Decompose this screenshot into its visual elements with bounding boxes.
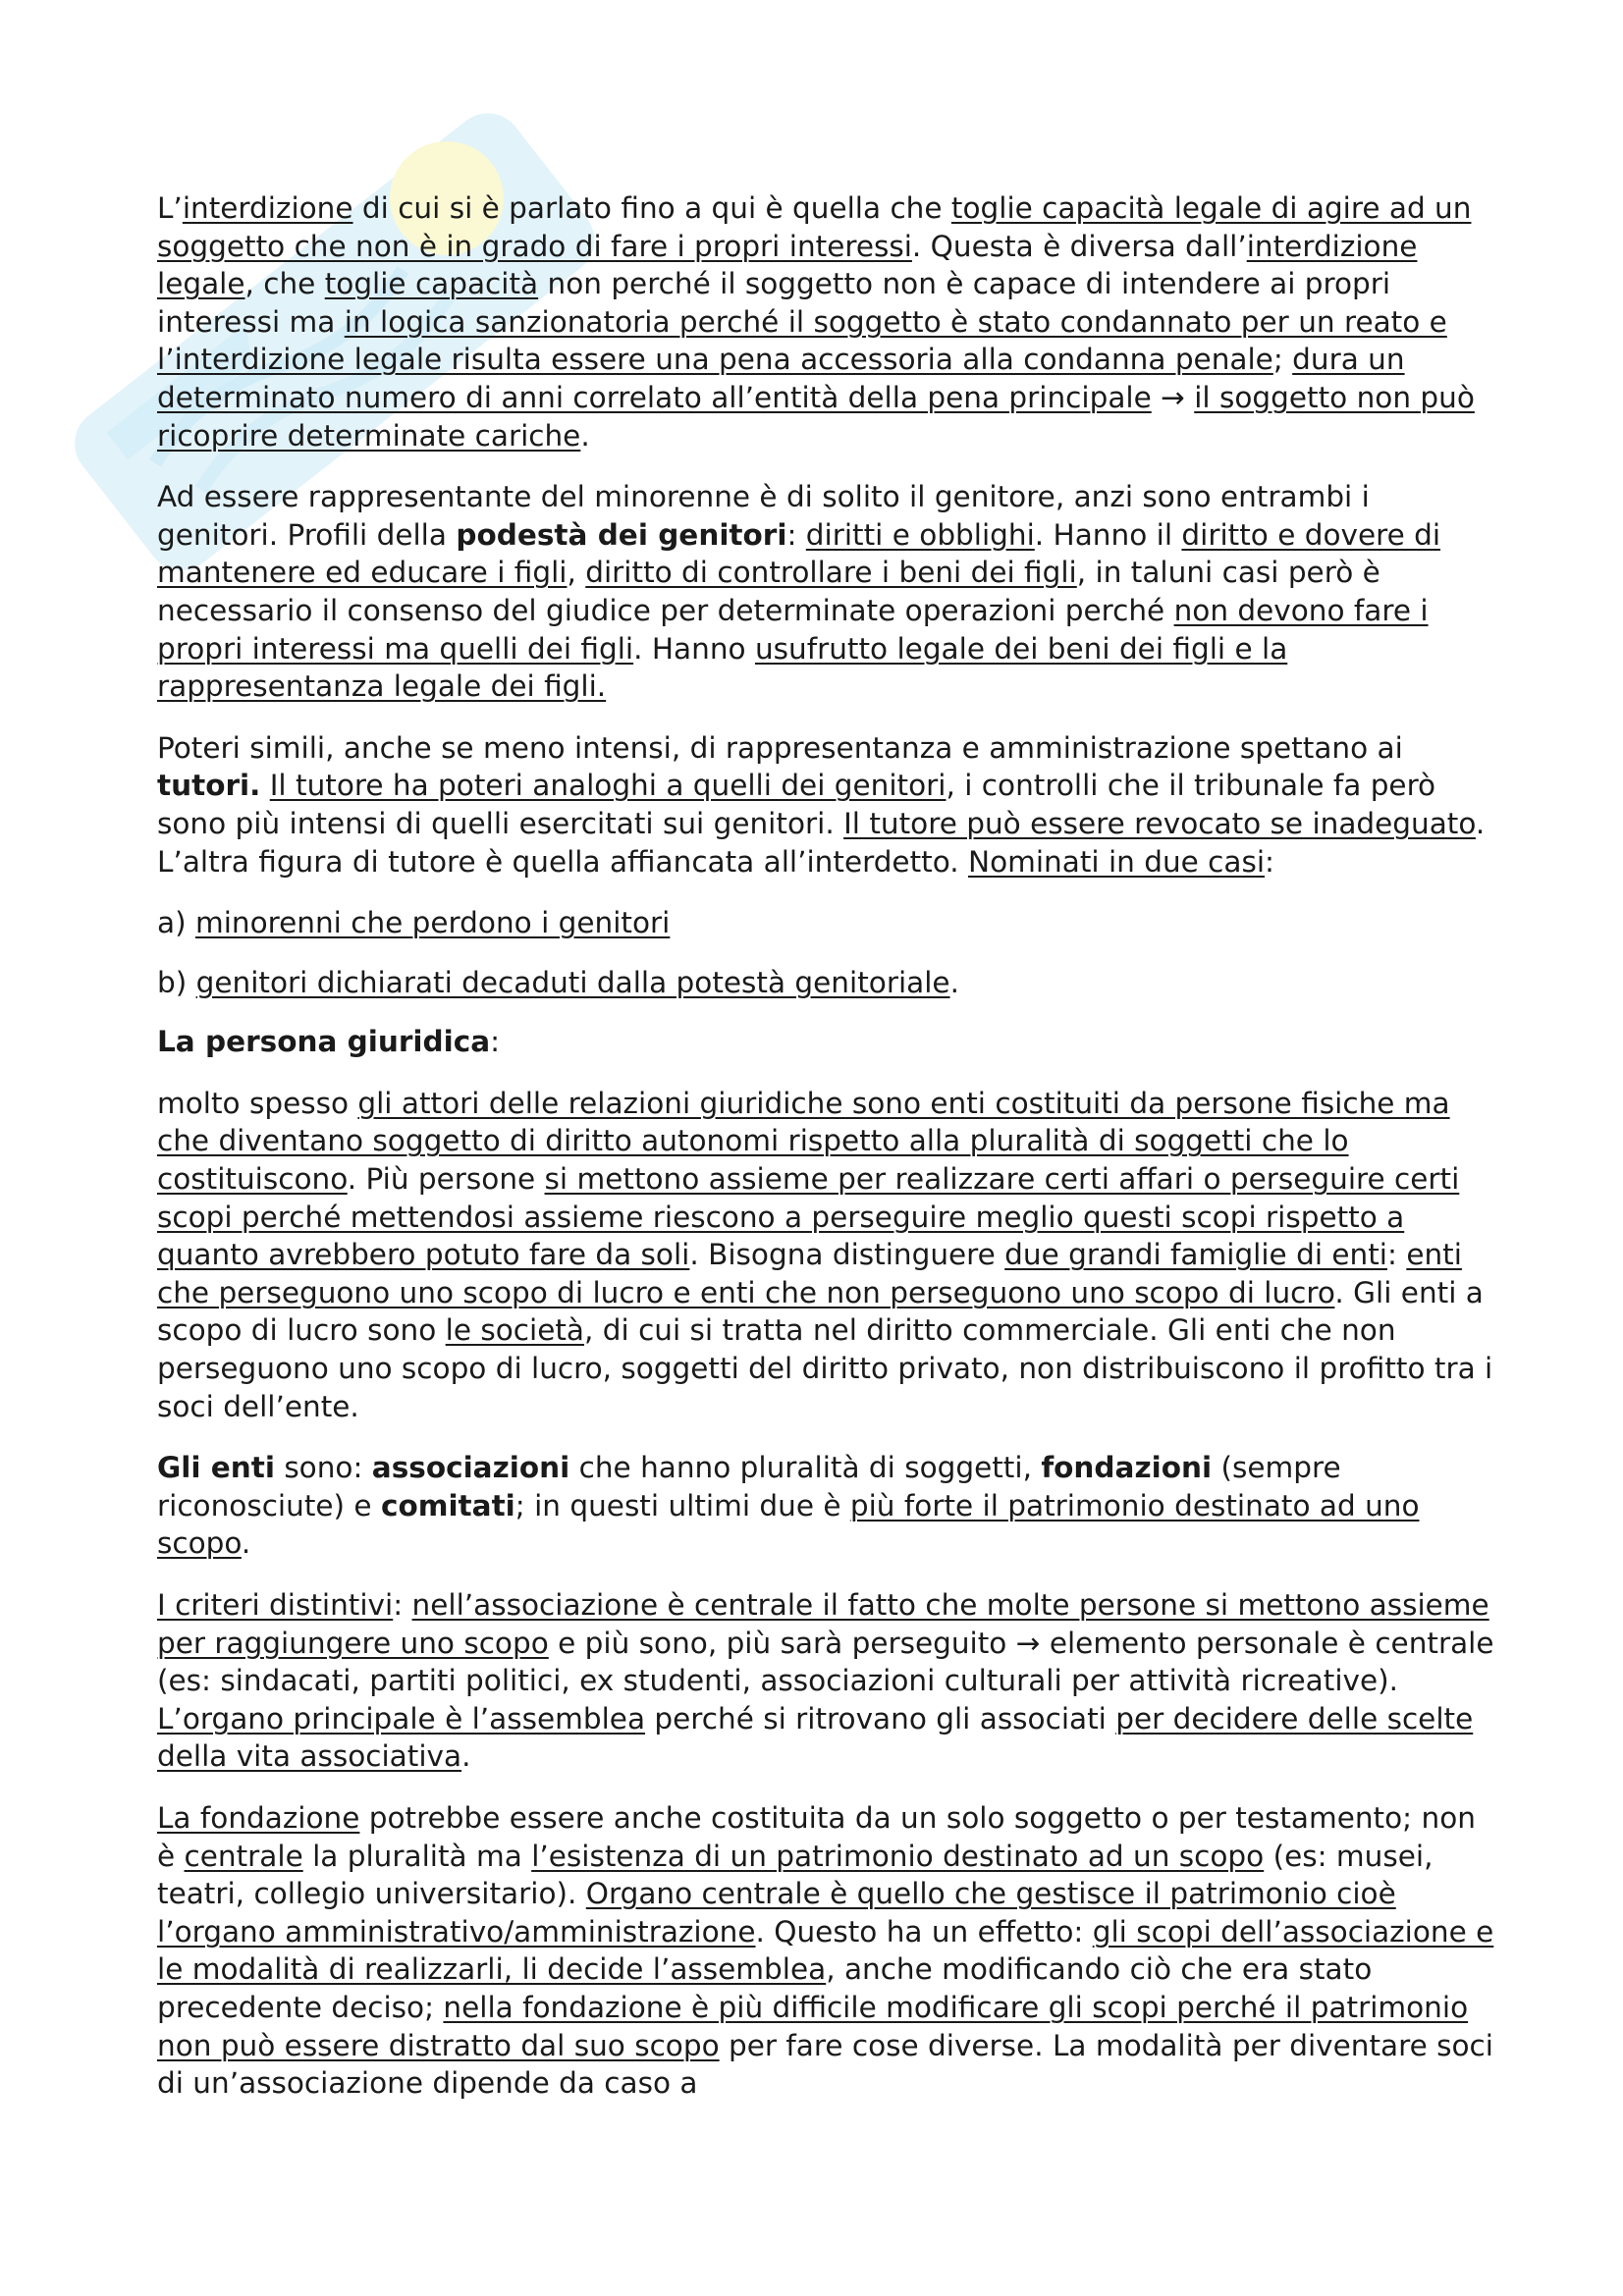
- bold-text: fondazioni: [1041, 1451, 1213, 1485]
- underlined-text: Organo centrale è quello che gestisce il patrimonio cioè l’organo amministrativo/amministrazione: [157, 1877, 1396, 1949]
- text-run: , di cui si tratta nel diritto commerciale. Gli enti che non perseguono uno scopo di lucro, soggetti del diritto privato, non distribuiscono il profitto tra i soci dell’ente.: [157, 1313, 1493, 1423]
- underlined-text: toglie capacità: [324, 267, 539, 301]
- underlined-text: gli attori delle relazioni giuridiche sono enti costituiti da persone fisiche ma che diventano soggetto di diritto autonomi rispetto alla pluralità di soggetti che lo costituiscono: [157, 1086, 1450, 1197]
- underlined-text: centrale: [184, 1839, 303, 1873]
- text-run: .: [461, 1739, 471, 1774]
- paragraph: [157, 964, 1494, 1002]
- text-run: [260, 769, 269, 802]
- text-run: b): [157, 965, 196, 999]
- text-run: ,: [567, 556, 586, 590]
- underlined-text: non devono fare i propri interessi ma quelli dei figli: [157, 593, 1429, 666]
- document-body: [157, 189, 1494, 2126]
- underlined-text: usufrutto legale dei beni dei figli e la rappresentanza legale dei figli.: [157, 631, 1288, 704]
- text-run: . Hanno: [633, 631, 755, 666]
- paragraph: [157, 1023, 1494, 1061]
- underlined-text: dura un determinato numero di anni correlato all’entità della pena principale: [157, 343, 1405, 414]
- text-run: , in taluni casi però è necessario il consenso del giudice per determinate operazioni perché: [157, 556, 1380, 627]
- text-run: non perché il soggetto non è capace di intendere ai propri interessi ma: [157, 267, 1391, 339]
- text-run: :: [393, 1588, 412, 1622]
- bold-text: podestà dei genitori: [456, 517, 787, 552]
- text-run: Poteri simili, anche se meno intensi, di rappresentanza e amministrazione spettano ai: [157, 730, 1403, 765]
- paragraph: [157, 1586, 1494, 1776]
- text-run: . Hanno il: [1034, 517, 1182, 552]
- text-run: . Questo ha un effetto:: [755, 1914, 1093, 1949]
- bold-text: comitati: [380, 1488, 515, 1522]
- text-run: :: [1265, 844, 1274, 879]
- text-run: :: [786, 517, 806, 552]
- text-run: (es: musei, teatri, collegio universitario).: [157, 1839, 1434, 1911]
- text-run: molto spesso: [157, 1086, 358, 1120]
- underlined-text: diritti e obblighi: [805, 517, 1035, 552]
- text-run: la pluralità ma: [302, 1839, 532, 1873]
- text-run: . Più persone: [347, 1162, 545, 1197]
- text-run: Ad essere rappresentante del minorenne è di solito il genitore, anzi sono entrambi i genitori. Profili della: [157, 480, 1370, 552]
- underlined-text: Nominati in due casi: [968, 844, 1266, 879]
- text-run: .: [949, 965, 959, 999]
- paragraph: [157, 478, 1494, 706]
- underlined-text: I criteri distintivi: [157, 1588, 394, 1622]
- text-run: (sempre riconosciute) e: [157, 1451, 1341, 1522]
- text-run: che hanno pluralità di soggetti,: [569, 1451, 1042, 1485]
- underlined-text: genitori dichiarati decaduti dalla potestà genitoriale: [195, 965, 950, 999]
- underlined-text: Il tutore può essere revocato se inadeguato: [843, 806, 1476, 840]
- text-run: ;: [1272, 343, 1293, 377]
- underlined-text: diritto di controllare i beni dei figli: [585, 556, 1077, 590]
- text-run: ; in questi ultimi due è: [514, 1488, 850, 1522]
- underlined-text: toglie capacità legale di agire ad un soggetto che non è in grado di fare i propri interessi: [157, 191, 1472, 263]
- underlined-text: interdizione legale: [157, 229, 1418, 301]
- paragraph: [157, 904, 1494, 942]
- underlined-text: La fondazione: [157, 1800, 360, 1835]
- paragraph: [157, 729, 1494, 881]
- text-run: , che: [244, 267, 325, 301]
- bold-text: associazioni: [371, 1451, 570, 1485]
- text-run: →: [1151, 380, 1195, 414]
- paragraph: [157, 189, 1494, 454]
- underlined-text: Il tutore ha poteri analoghi a quelli dei genitori: [269, 769, 947, 803]
- underlined-text: enti che perseguono uno scopo di lucro e enti che non perseguono uno scopo di lucro: [157, 1238, 1462, 1309]
- text-run: .: [241, 1526, 251, 1561]
- text-run: potrebbe essere anche costituita da un solo soggetto o per testamento; non è: [157, 1800, 1476, 1873]
- underlined-text: due grandi famiglie di enti: [1004, 1238, 1387, 1272]
- underlined-text: nell’associazione è centrale il fatto che molte persone si mettono assieme per raggiungere uno scopo: [157, 1588, 1489, 1660]
- text-run: :: [490, 1025, 501, 1059]
- underlined-text: L’organo principale è l’assemblea: [157, 1701, 646, 1735]
- text-run: L’: [157, 191, 183, 225]
- text-run: sono:: [274, 1451, 372, 1485]
- text-run: . Gli enti a scopo di lucro sono: [157, 1275, 1484, 1348]
- underlined-text: più forte il patrimonio destinato ad uno scopo: [157, 1488, 1420, 1561]
- underlined-text: l’esistenza di un patrimonio destinato ad un scopo: [531, 1839, 1265, 1873]
- bold-text: La persona giuridica: [157, 1025, 491, 1059]
- bold-text: tutori.: [157, 769, 261, 803]
- paragraph: [157, 1799, 1494, 2103]
- bold-text: Gli enti: [157, 1451, 275, 1485]
- text-run: .: [580, 418, 590, 453]
- text-run: perché si ritrovano gli associati: [645, 1701, 1116, 1735]
- text-run: . L’altra figura di tutore è quella affiancata all’interdetto.: [157, 806, 1486, 879]
- underlined-text: le società: [445, 1313, 585, 1348]
- underlined-text: minorenni che perdono i genitori: [194, 906, 671, 940]
- underlined-text: diritto e dovere di mantenere ed educare i figli: [157, 517, 1441, 590]
- text-run: a): [157, 906, 195, 940]
- underlined-text: in logica sanzionatoria perché il soggetto è stato condannato per un reato e l’interdizione legale risulta essere una pena accessoria alla condanna penale: [157, 304, 1447, 377]
- text-run: di cui si è parlato fino a qui è quella che: [352, 191, 951, 225]
- text-run: :: [1387, 1238, 1407, 1272]
- text-run: per fare cose diverse. La modalità per diventare soci di un’associazione dipende da caso a: [157, 2028, 1493, 2101]
- underlined-text: il soggetto non può ricoprire determinate cariche: [157, 380, 1475, 453]
- underlined-text: gli scopi dell’associazione e le modalità di realizzarli, li decide l’assemblea: [157, 1914, 1494, 1987]
- text-run: . Questa è diversa dall’: [911, 229, 1247, 263]
- underlined-text: interdizione: [182, 191, 353, 225]
- text-run: , anche modificando ciò che era stato precedente deciso;: [157, 1952, 1373, 2024]
- paragraph: [157, 1085, 1494, 1425]
- text-run: , i controlli che il tribunale fa però sono più intensi di quelli esercitati sui genitori.: [157, 769, 1436, 840]
- underlined-text: si mettono assieme per realizzare certi affari o perseguire certi scopi perché mettendosi assieme riescono a perseguire meglio questi scopi rispetto a quanto avrebbero potuto fare da soli: [157, 1162, 1460, 1272]
- paragraph: [157, 1449, 1494, 1563]
- text-run: . Bisogna distinguere: [689, 1238, 1005, 1272]
- underlined-text: nella fondazione è più difficile modificare gli scopi perché il patrimonio non può essere distratto dal suo scopo: [157, 1990, 1469, 2062]
- text-run: e più sono, più sarà perseguito → elemento personale è centrale (es: sindacati, partiti politici, ex studenti, associazioni culturali per attività ricreative).: [157, 1626, 1494, 1698]
- underlined-text: per decidere delle scelte della vita associativa: [157, 1701, 1474, 1774]
